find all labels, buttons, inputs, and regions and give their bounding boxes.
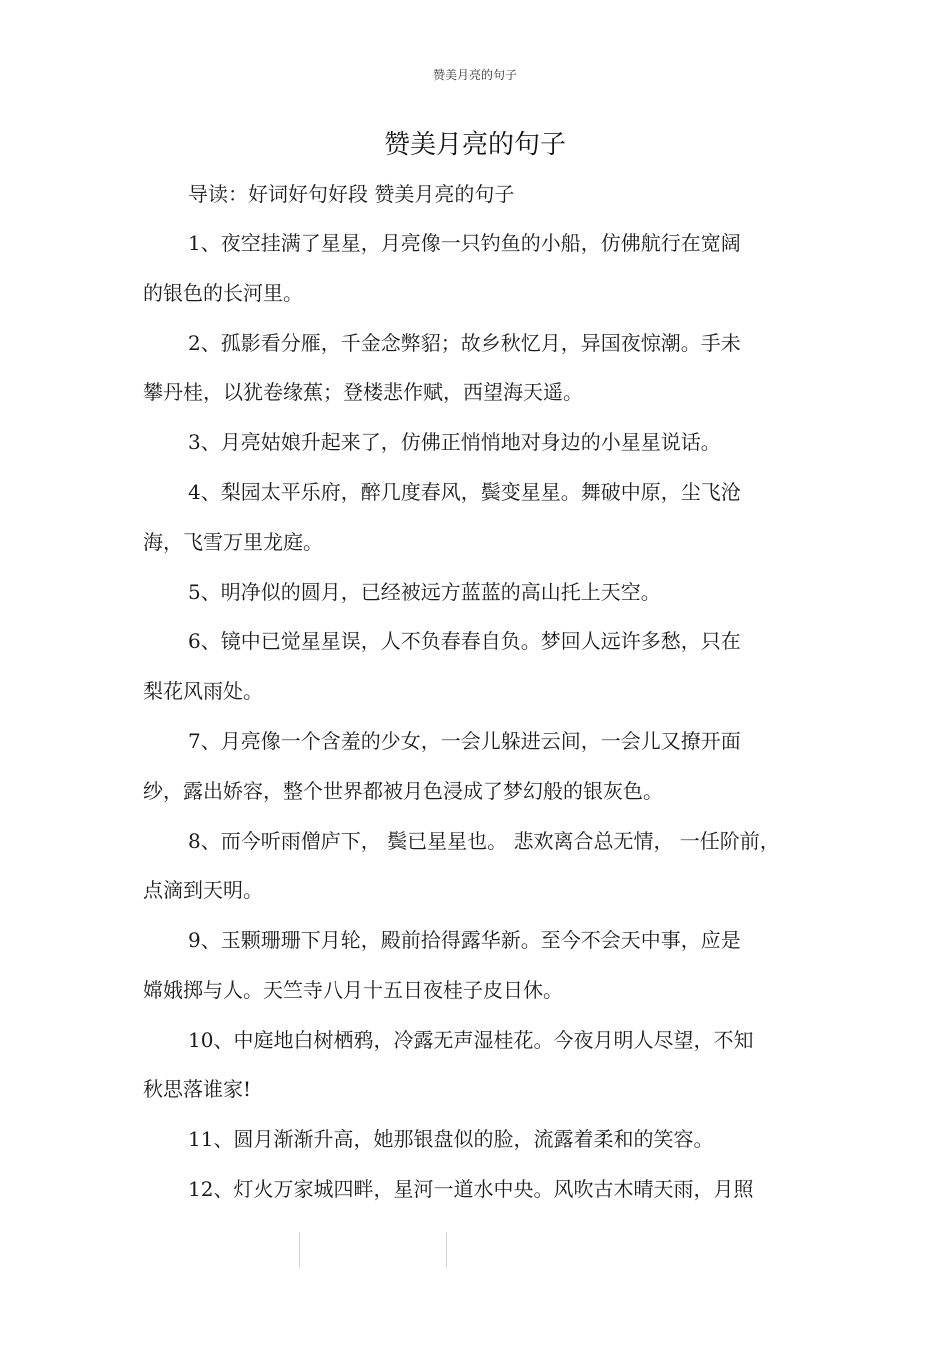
paragraph-line: 秋思落谁家! <box>143 1077 252 1101</box>
paragraph-line: 的银色的长河里。 <box>143 281 303 305</box>
paragraph-line: 嫦娥掷与人。天竺寺八月十五日夜桂子皮日休。 <box>143 978 563 1002</box>
paragraph-line: 8、而今听雨僧庐下， 鬓已星星也。 悲欢离合总无情， 一任阶前， <box>188 829 780 853</box>
paragraph-line: 12、灯火万家城四畔，星河一道水中央。风吹古木晴天雨，月照 <box>188 1177 754 1201</box>
paragraph-line: 海，飞雪万里龙庭。 <box>143 530 323 554</box>
paragraph-line: 4、梨园太平乐府，醉几度春风，鬓变星星。舞破中原，尘飞沧 <box>188 480 741 504</box>
paragraph-line: 6、镜中已觉星星误，人不负春春自负。梦回人远许多愁，只在 <box>188 629 741 653</box>
paragraph-line: 梨花风雨处。 <box>143 679 263 703</box>
paragraph-line: 10、中庭地白树栖鸦，冷露无声湿桂花。今夜月明人尽望，不知 <box>188 1028 754 1052</box>
paragraph-line: 1、夜空挂满了星星，月亮像一只钓鱼的小船，仿佛航行在宽阔 <box>188 231 741 255</box>
running-header: 赞美月亮的句子 <box>432 68 517 82</box>
paragraph-line: 点滴到天明。 <box>143 878 263 902</box>
intro-line: 导读：好词好句好段 赞美月亮的句子 <box>188 182 515 206</box>
paragraph-line: 9、玉颗珊珊下月轮，殿前拾得露华新。至今不会天中事，应是 <box>188 928 741 952</box>
footer-divider <box>446 1232 447 1268</box>
footer-divider <box>299 1232 300 1268</box>
paragraph-line: 纱，露出娇容，整个世界都被月色浸成了梦幻般的银灰色。 <box>143 779 663 803</box>
paragraph-line: 7、月亮像一个含羞的少女，一会儿躲进云间，一会儿又撩开面 <box>188 729 741 753</box>
paragraph-line: 2、孤影看分雁，千金念弊貂；故乡秋忆月，异国夜惊潮。手未 <box>188 331 741 355</box>
paragraph-line: 5、明净似的圆月，已经被远方蓝蓝的高山托上天空。 <box>188 580 661 604</box>
paragraph-line: 攀丹桂，以犹卷缘蕉；登楼悲作赋，西望海天遥。 <box>143 380 583 404</box>
paragraph-line: 11、圆月渐渐升高，她那银盘似的脸，流露着柔和的笑容。 <box>188 1127 714 1151</box>
document-title: 赞美月亮的句子 <box>383 130 566 160</box>
paragraph-line: 3、月亮姑娘升起来了，仿佛正悄悄地对身边的小星星说话。 <box>188 430 721 454</box>
